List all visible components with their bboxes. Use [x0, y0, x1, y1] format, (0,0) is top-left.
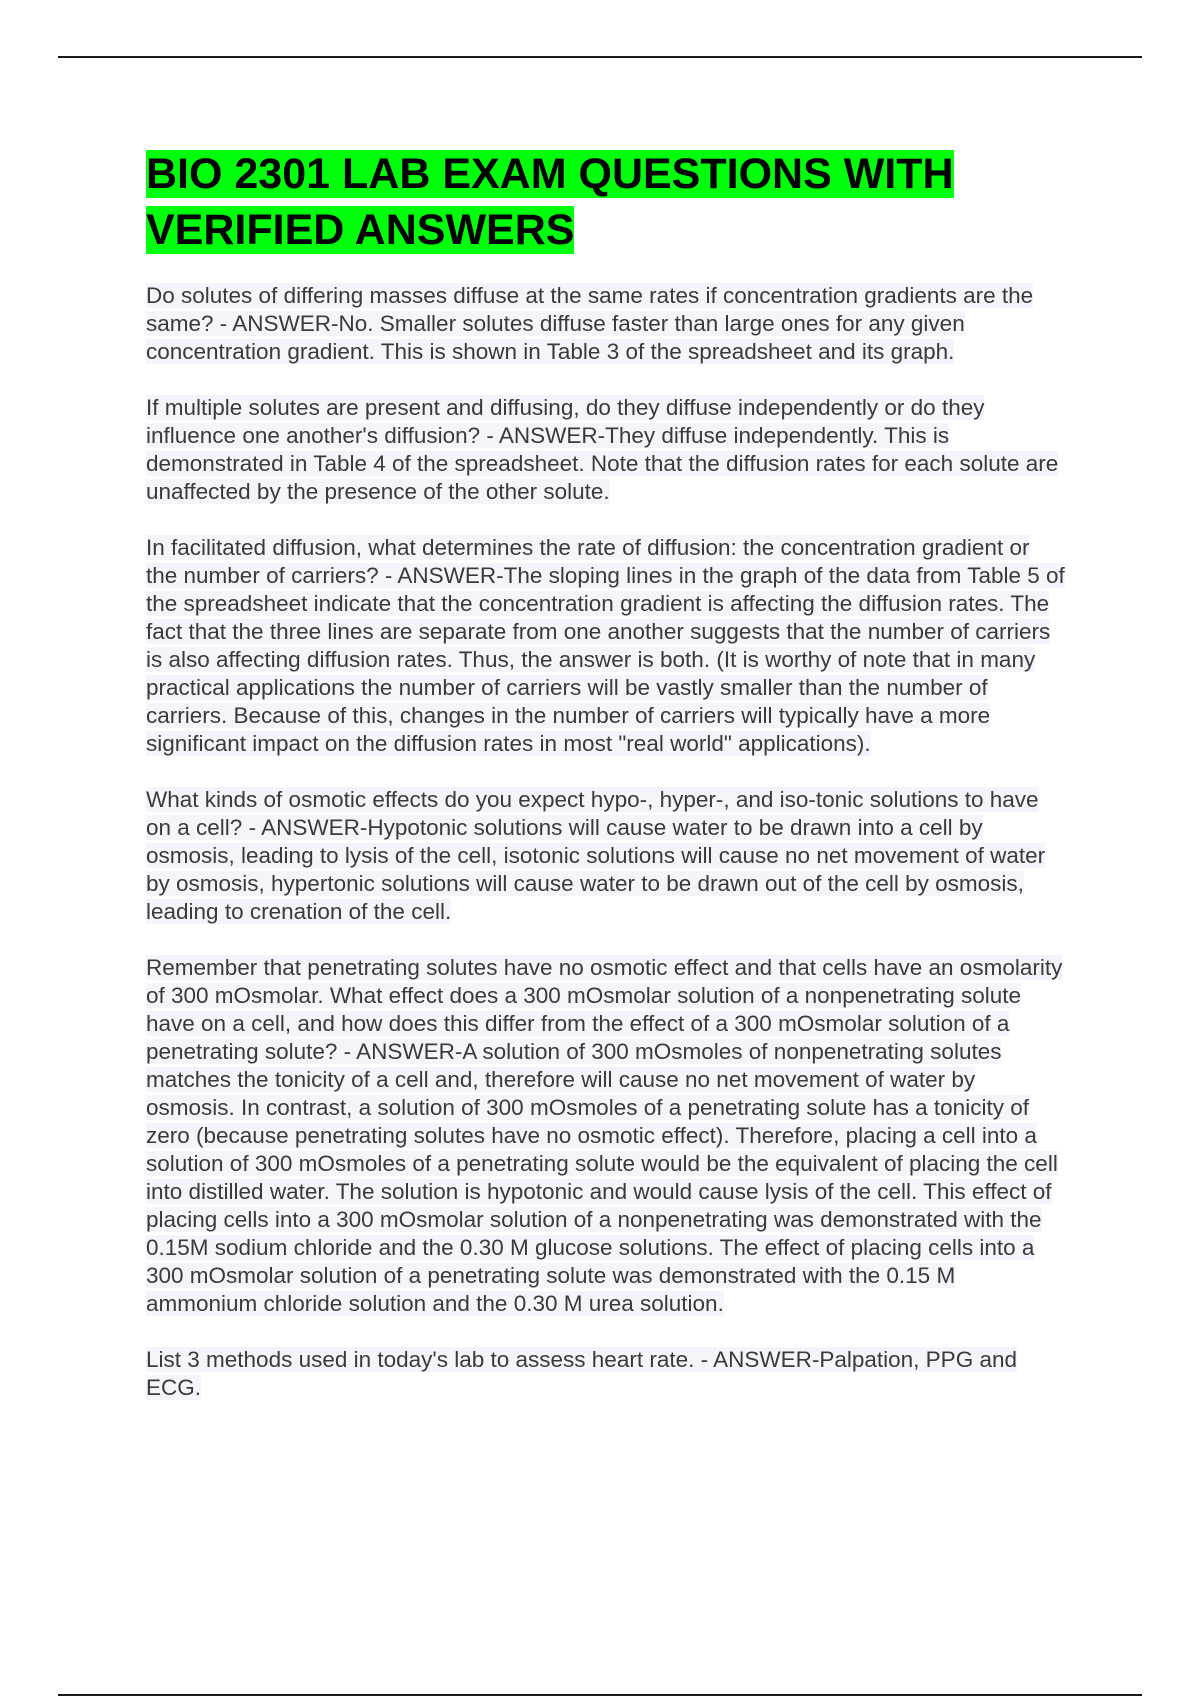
qa-item-4 [146, 786, 1066, 926]
document-title [146, 146, 1066, 258]
qa-item-1-text: Do solutes of differing masses diffuse at the same rates if concentration gradients are the same? - ANSWER-No. Smaller solutes diffuse faster than large ones for any given concentration gradient. This is shown in Table 3 of the spreadsheet and its graph. [146, 283, 1034, 364]
document-body [146, 146, 1066, 1430]
top-rule [58, 56, 1142, 58]
qa-item-4-text: What kinds of osmotic effects do you expect hypo-, hyper-, and iso-tonic solutions to have on a cell? - ANSWER-Hypotonic solutions will cause water to be drawn into a cell by osmosis, leading to lysis of the cell, isotonic solutions will cause no net movement of water by osmosis, hypertonic solutions will cause water to be drawn out of the cell by osmosis, leading to crenation of the cell. [146, 787, 1046, 924]
qa-item-2-text: If multiple solutes are present and diffusing, do they diffuse independently or do they influence one another's diffusion? - ANSWER-They diffuse independently. This is demonstrated in Table 4 of the spreadsheet. Note that the diffusion rates for each solute are unaffected by the presence of the other solute. [146, 395, 1059, 504]
qa-item-3-text: In facilitated diffusion, what determines the rate of diffusion: the concentration gradient or the number of carriers? - ANSWER-The sloping lines in the graph of the data from Table 5 of the spreadsheet indicate that the concentration gradient is affecting the diffusion rates. The fact that the three lines are separate from one another suggests that the number of carriers is also affecting diffusion rates. Thus, the answer is both. (It is worthy of note that in many practical applications the number of carriers will be vastly smaller than the number of carriers. Because of this, changes in the number of carriers will typically have a more significant impact on the diffusion rates in most "real world" applications). [146, 535, 1065, 756]
qa-item-2 [146, 394, 1066, 506]
qa-item-5 [146, 954, 1066, 1318]
qa-item-5-text: Remember that penetrating solutes have no osmotic effect and that cells have an osmolarity of 300 mOsmolar. What effect does a 300 mOsmolar solution of a nonpenetrating solute have on a cell, and how does this differ from the effect of a 300 mOsmolar solution of a penetrating solute? - ANSWER-A solution of 300 mOsmoles of nonpenetrating solutes matches the tonicity of a cell and, therefore will cause no net movement of water by osmosis. In contrast, a solution of 300 mOsmoles of a penetrating solute has a tonicity of zero (because penetrating solutes have no osmotic effect). Therefore, placing a cell into a solution of 300 mOsmoles of a penetrating solute would be the equivalent of placing the cell into distilled water. The solution is hypotonic and would cause lysis of the cell. This effect of placing cells into a 300 mOsmolar solution of a nonpenetrating was demonstrated with the 0.15M sodium chloride and the 0.30 M glucose solutions. The effect of placing cells into a 300 mOsmolar solution of a penetrating solute was demonstrated with the 0.15 M ammonium chloride solution and the 0.30 M urea solution. [146, 955, 1063, 1316]
qa-item-6-text: List 3 methods used in today's lab to assess heart rate. - ANSWER-Palpation, PPG and ECG. [146, 1347, 1017, 1400]
bottom-rule [58, 1694, 1142, 1696]
qa-item-6 [146, 1346, 1066, 1402]
qa-item-3 [146, 534, 1066, 758]
qa-item-1 [146, 282, 1066, 366]
title-highlight: BIO 2301 LAB EXAM QUESTIONS WITH VERIFIED ANSWERS [146, 150, 954, 254]
